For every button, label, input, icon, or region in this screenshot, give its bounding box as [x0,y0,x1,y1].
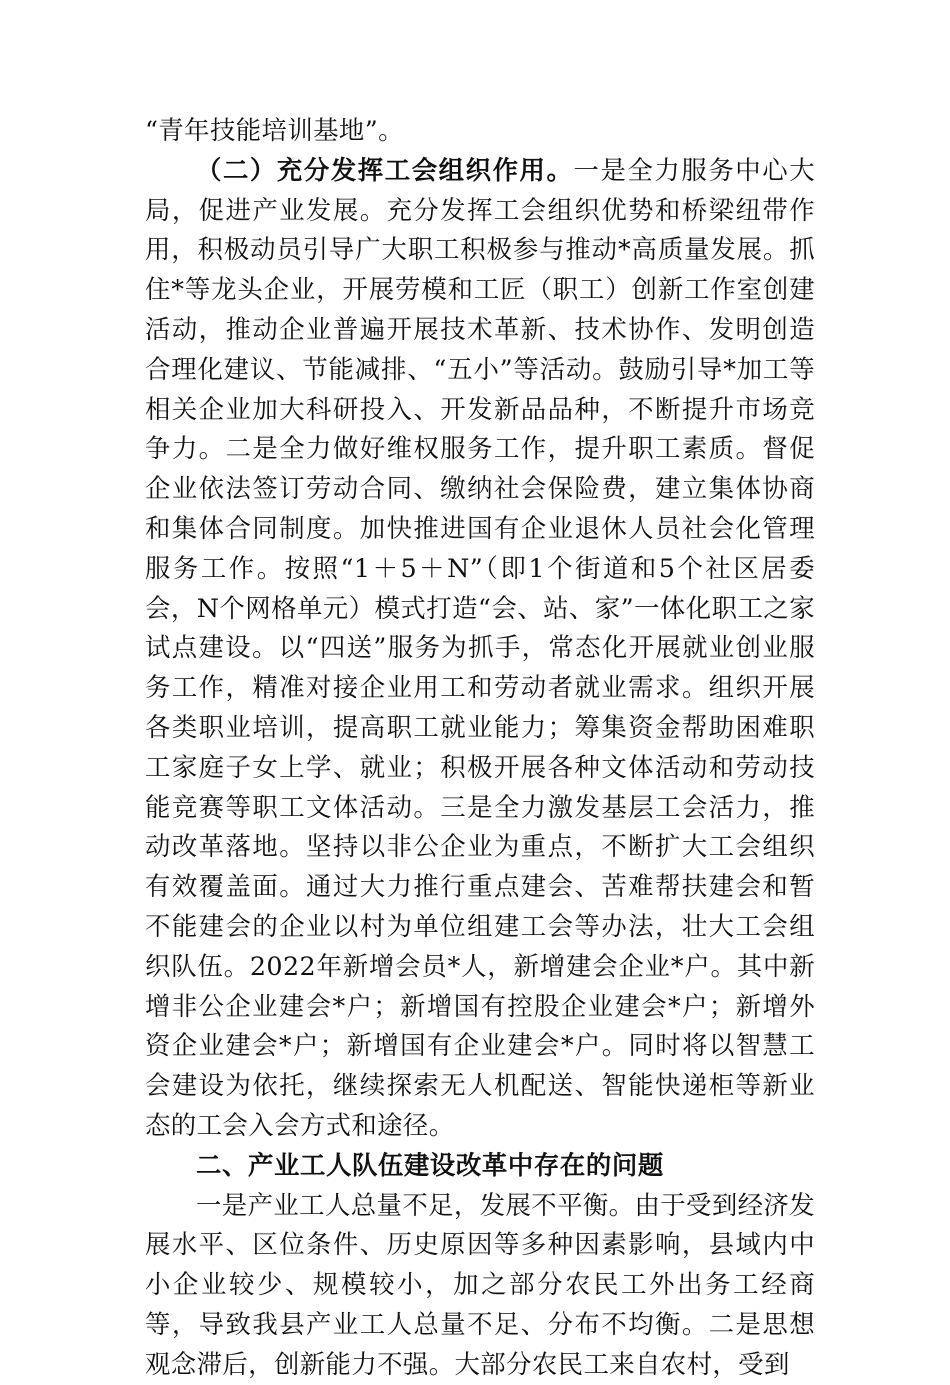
section-lead-title: （二）充分发挥工会组织作用。 [196,154,574,185]
paragraph-section-2 [145,151,815,1146]
paragraph-problems: 一是产业工人总量不足，发展不平衡。由于受到经济发展水平、区位条件、历史原因等多种因素影响，县域内中小企业较少、规模较小，加之部分农民工外出务工经商等，导致我县产业工人总量不足、分布不均衡。二是思想观念滞后，创新能力不强。大部分农民工来自农村，受到 [145,1189,815,1379]
document-body [145,111,815,1385]
paragraph-continuation: “青年技能培训基地”。 [145,115,404,145]
section-heading: 二、产业工人队伍建设改革中存在的问题 [196,1149,664,1180]
section-body-text: 一是全力服务中心大局，促进产业发展。充分发挥工会组织优势和桥梁纽带作用，积极动员引导广大职工积极参与推动*高质量发展。抓住*等龙头企业，开展劳模和工匠（职工）创新工作室创建活动，推动企业普遍开展技术革新、技术协作、发明创造合理化建议、节能减排、“五小”等活动。鼓励引导*加工等相关企业加大科研投入、开发新品品种，不断提升市场竞争力。二是全力做好维权服务工作，提升职工素质。督促企业依法签订劳动合同、缴纳社会保险费，建立集体协商和集体合同制度。加快推进国有企业退休人员社会化管理服务工作。按照“1＋5＋N”（即1个街道和5个社区居委会，N个网格单元）模式打造“会、站、家”一体化职工之家试点建设。以“四送”服务为抓手，常态化开展就业创业服务工作，精准对接企业用工和劳动者就业需求。组织开展各类职业培训，提高职工就业能力；筹集资金帮助困难职工家庭子女上学、就业；积极开展各种文体活动和劳动技能竞赛等职工文体活动。三是全力激发基层工会活力，推动改革落地。坚持以非公企业为重点，不断扩大工会组织有效覆盖面。通过大力推行重点建会、苦难帮扶建会和暂不能建会的企业以村为单位组建工会等办法，壮大工会组织队伍。2022年新增会员*人，新增建会企业*户。其中新增非公企业建会*户；新增国有控股企业建会*户；新增外资企业建会*户；新增国有企业建会*户。同时将以智慧工会建设为依托，继续探索无人机配送、智能快递柜等新业态的工会入会方式和途径。 [145,154,815,1140]
